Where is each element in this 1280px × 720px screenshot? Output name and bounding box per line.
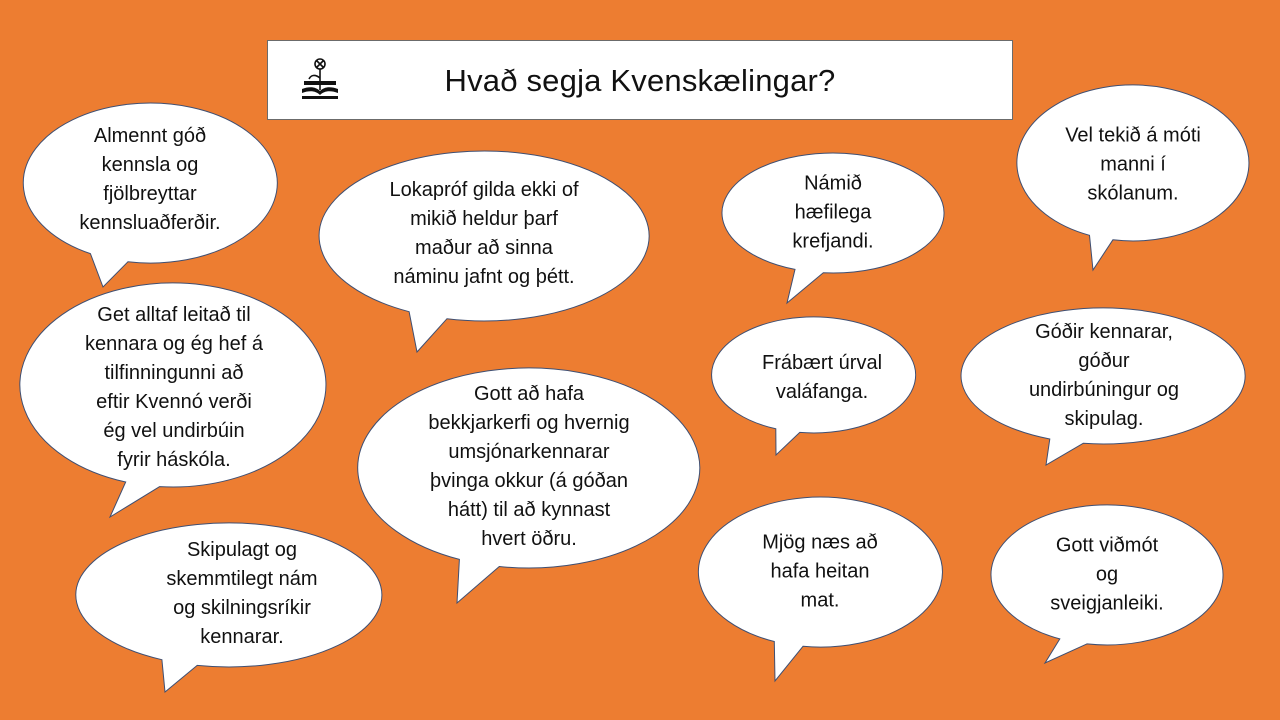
quote-general-teaching	[79, 122, 220, 238]
quote-line: Námið	[804, 172, 862, 195]
quote-line: kennara og ég hef á	[85, 333, 263, 355]
quote-line: og	[1095, 563, 1119, 586]
quote-line: kennsluaðferðir.	[79, 212, 221, 234]
quote-line: Skipulagt og	[186, 539, 298, 561]
quote-line: Vel tekið á móti	[1065, 124, 1201, 147]
quote-line: Get alltaf leitað til	[97, 304, 251, 326]
quote-line: fyrir háskóla.	[117, 449, 231, 471]
quote-line: og skilningsríkir	[173, 597, 311, 619]
quote-line: sveigjanleiki.	[1050, 592, 1164, 615]
quote-line: tilfinningunni að	[104, 362, 244, 384]
quote-organized-fun	[166, 536, 317, 652]
quote-line: hæfilega	[794, 201, 872, 224]
quote-line: bekkjarkerfi og hvernig	[428, 412, 630, 434]
quote-line: skipulag.	[1064, 408, 1144, 430]
quote-line: mikið heldur þarf	[410, 208, 558, 230]
quote-welcome	[1065, 122, 1201, 209]
quote-line: Góðir kennarar,	[1035, 321, 1173, 343]
quote-line: hafa heitan	[770, 560, 870, 583]
quote-line: Gott að hafa	[473, 383, 585, 405]
quote-good-teachers	[1029, 318, 1179, 434]
quote-line: fjölbreyttar	[103, 183, 197, 205]
quote-line: kennsla og	[101, 154, 199, 176]
quote-class-system	[428, 380, 629, 554]
quote-line: krefjandi.	[792, 230, 874, 253]
quote-line: skólanum.	[1087, 182, 1179, 205]
quote-line: undirbúningur og	[1028, 379, 1180, 401]
quote-line: Frábært úrval	[761, 352, 883, 374]
quote-line: góður	[1078, 350, 1130, 372]
quote-line: þvinga okkur (á góðan	[430, 470, 628, 492]
quote-line: valáfanga.	[775, 381, 869, 403]
quote-line: umsjónarkennarar	[448, 441, 610, 463]
page-title: Hvað segja Kvenskælingar?	[444, 63, 836, 98]
quote-line: hátt) til að kynnast	[447, 499, 611, 521]
quote-line: ég vel undirbúin	[103, 420, 245, 442]
quote-line: Mjög næs að	[762, 531, 878, 554]
quote-flexibility	[1050, 532, 1163, 619]
quote-line: kennarar.	[200, 626, 284, 648]
quote-line: hvert öðru.	[481, 528, 577, 550]
quote-line: náminu jafnt og þétt.	[393, 266, 575, 288]
quote-line: mat.	[800, 589, 840, 612]
quote-line: skemmtilegt nám	[166, 568, 318, 590]
quote-line: Gott viðmót	[1055, 534, 1159, 557]
quote-line: manni í	[1100, 153, 1166, 176]
title-banner	[267, 40, 1013, 120]
quote-line: maður að sinna	[415, 237, 553, 259]
quote-line: eftir Kvennó verði	[96, 391, 252, 413]
quote-final-exams	[389, 176, 578, 292]
quote-line: Almennt góð	[93, 125, 207, 147]
quote-university-prep	[85, 301, 263, 475]
quote-hot-meal	[762, 529, 878, 616]
quote-electives	[762, 349, 882, 407]
quote-line: Lokapróf gilda ekki of	[389, 179, 579, 201]
quote-challenging-study	[792, 170, 873, 257]
